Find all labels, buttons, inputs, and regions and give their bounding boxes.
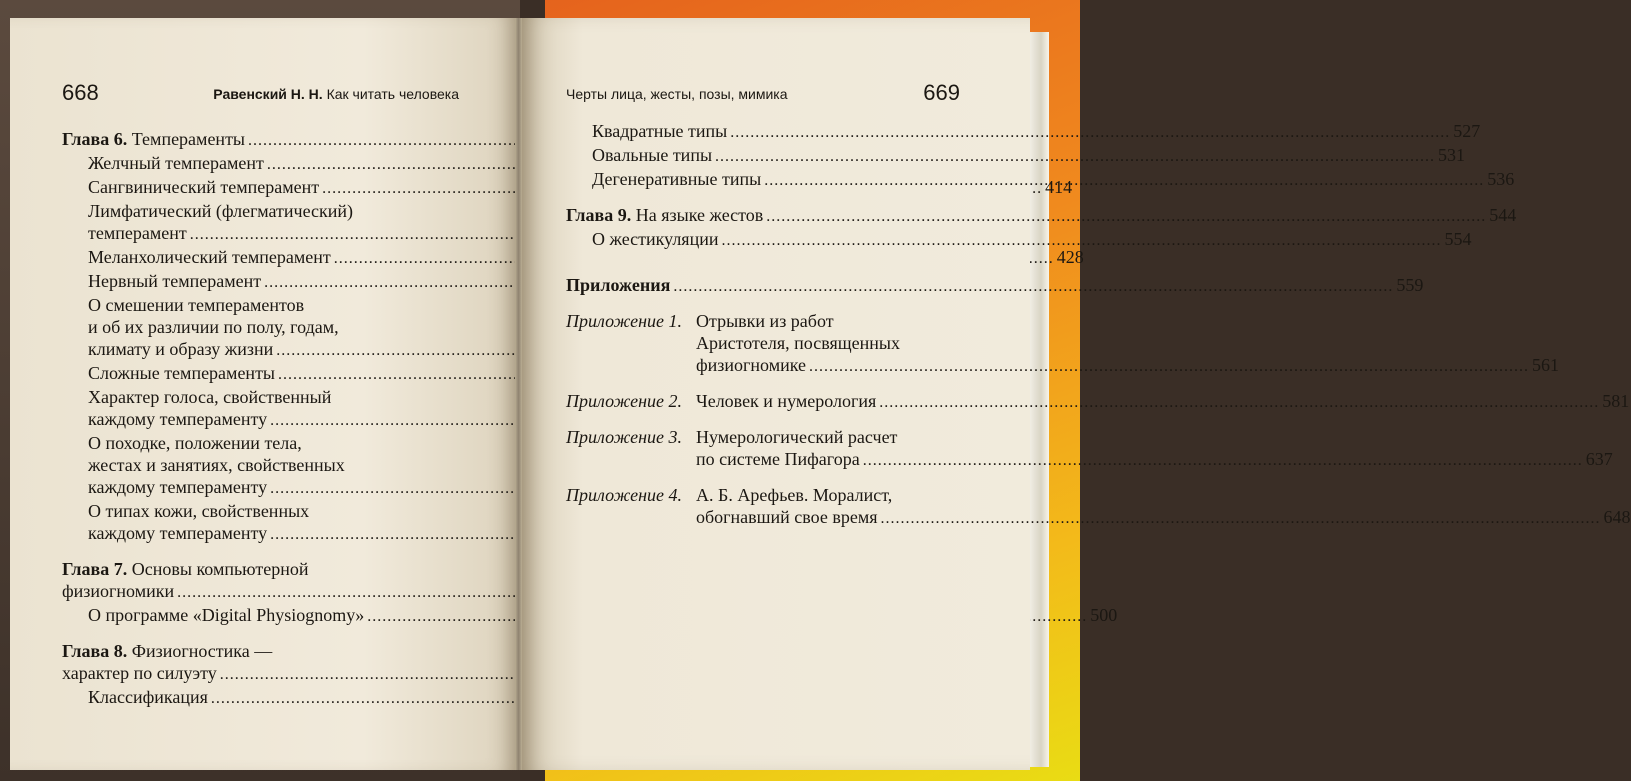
entry-title-line: Отрывки из работ (696, 311, 834, 331)
page-ref: 648 (1603, 507, 1631, 527)
chapter-label: Глава 8. (62, 641, 128, 661)
entry-title-line: Характер голоса, свойственный (88, 387, 332, 407)
page-ref: 536 (1487, 169, 1515, 189)
entry-title: Сложные темпераменты (88, 363, 276, 383)
entry-title: О программе «Digital Physiognomy» (88, 605, 365, 625)
header-author: Равенский Н. Н. (213, 86, 323, 102)
leader-dots (809, 356, 1529, 378)
entry-title: физиогномике (696, 355, 807, 375)
entry-title: физиогномики (62, 581, 175, 601)
leader-dots (715, 146, 1435, 168)
toc-chapter-8[interactable] (62, 662, 457, 686)
toc-appendix-2[interactable] (566, 390, 1630, 414)
toc-entry[interactable] (566, 228, 1472, 252)
page-ref: 544 (1489, 205, 1517, 225)
page-ref: 559 (1396, 275, 1424, 295)
right-page-number: 669 (923, 80, 960, 105)
entry-title: Сангвинический темперамент (88, 177, 320, 197)
left-page-number: 668 (62, 80, 99, 105)
chapter-label: Глава 9. (566, 205, 632, 225)
toc-entry[interactable] (62, 270, 457, 294)
entry-title: климату и образу жизни (88, 339, 274, 359)
toc-entry[interactable] (62, 338, 457, 362)
entry-title: каждому темпераменту (88, 409, 268, 429)
entry-title-line: А. Б. Арефьев. Моралист, (696, 485, 893, 505)
toc-entry[interactable] (62, 522, 457, 546)
page-ref: 637 (1585, 449, 1613, 469)
page-ref: 527 (1453, 121, 1481, 141)
entry-title: Классификация (88, 687, 208, 707)
entry-title: каждому темпераменту (88, 523, 268, 543)
toc-entry[interactable] (62, 686, 457, 710)
book-gutter (515, 18, 522, 770)
chapter-label: Глава 7. (62, 559, 128, 579)
right-header-title: Черты лица, жесты, позы, мимика (566, 86, 788, 102)
entry-title-line: О типах кожи, свойственных (88, 501, 310, 521)
toc-entry[interactable] (62, 408, 457, 432)
appendix-label: Приложение 4. (566, 485, 683, 505)
entry-title: характер по силуэту (62, 663, 217, 683)
toc-entry[interactable] (62, 152, 457, 176)
page-ref: 531 (1438, 145, 1466, 165)
toc-entry[interactable] (566, 120, 1481, 144)
entry-title: Желчный темперамент (88, 153, 264, 173)
appendix-label: Приложение 1. (566, 311, 683, 331)
page-ref: 414 (1045, 177, 1073, 197)
chapter-title: Темпераменты (131, 129, 246, 149)
entry-title: Квадратные типы (592, 121, 728, 141)
page-ref: 561 (1532, 355, 1560, 375)
toc-chapter-9[interactable] (566, 204, 1517, 228)
entry-title: О жестикуляции (592, 229, 719, 249)
toc-chapter-7-heading (62, 558, 457, 580)
entry-title: обогнавший свое время (696, 507, 878, 527)
entry-title-line: жестах и занятиях, свойственных (88, 455, 345, 475)
toc-appendix-4[interactable] (566, 484, 1631, 530)
chapter-title: Физиогностика — (131, 641, 273, 661)
entry-title: Дегенеративные типы (592, 169, 762, 189)
page-ref: 581 (1602, 391, 1630, 411)
entry-title-line: О походке, положении тела, (88, 433, 302, 453)
toc-entry[interactable] (62, 604, 1118, 628)
toc-appendices[interactable] (566, 274, 1424, 298)
page-ref: 500 (1090, 605, 1118, 625)
leader-dots (766, 206, 1486, 228)
entry-title: каждому темпераменту (88, 477, 268, 497)
entry-title: темперамент (88, 223, 187, 243)
toc-entry[interactable] (62, 476, 457, 500)
entry-title: Человек и нумерология (696, 391, 877, 411)
toc-chapter-7[interactable] (62, 580, 457, 604)
leader-dots (721, 230, 1441, 252)
entry-title: Нервный темперамент (88, 271, 262, 291)
leader-dots (673, 276, 1393, 298)
page-ref: 554 (1444, 229, 1472, 249)
leader-dots (730, 122, 1450, 144)
leader-dots (764, 170, 1484, 192)
toc-chapter-6[interactable] (62, 128, 457, 152)
chapter-title: На языке жестов (635, 205, 764, 225)
toc-entry[interactable] (62, 362, 457, 386)
toc-appendix-1[interactable] (566, 310, 1560, 378)
right-running-header (522, 80, 1030, 110)
entry-title-line: О смешении темпераментов (88, 295, 305, 315)
page-ref: 428 (1056, 247, 1084, 267)
appendices-title: Приложения (566, 275, 671, 295)
appendix-label: Приложение 2. (566, 391, 683, 411)
header-book-title: Как читать человека (326, 86, 459, 102)
toc-entry[interactable] (62, 222, 457, 246)
entry-title: Меланхолический темперамент (88, 247, 331, 267)
leader-dots (881, 508, 1601, 530)
toc-appendix-3[interactable] (566, 426, 1613, 472)
chapter-label: Глава 6. (62, 129, 128, 149)
toc-entry[interactable] (566, 144, 1466, 168)
toc-chapter-8-heading (62, 640, 457, 662)
leader-dots (879, 392, 1599, 414)
left-header-title (213, 86, 459, 102)
chapter-title: Основы компьютерной (131, 559, 309, 579)
entry-title-line: Аристотеля, посвященных (696, 333, 900, 353)
toc-entry[interactable] (62, 246, 1084, 270)
entry-title: по системе Пифагора (696, 449, 860, 469)
entry-title-line: Нумерологический расчет (696, 427, 898, 447)
entry-title-line: Лимфатический (флегматический) (88, 201, 354, 221)
entry-title: Овальные типы (592, 145, 713, 165)
left-running-header (10, 80, 515, 110)
appendix-label: Приложение 3. (566, 427, 683, 447)
leader-dots (863, 450, 1583, 472)
entry-title-line: и об их различии по полу, годам, (88, 317, 339, 337)
